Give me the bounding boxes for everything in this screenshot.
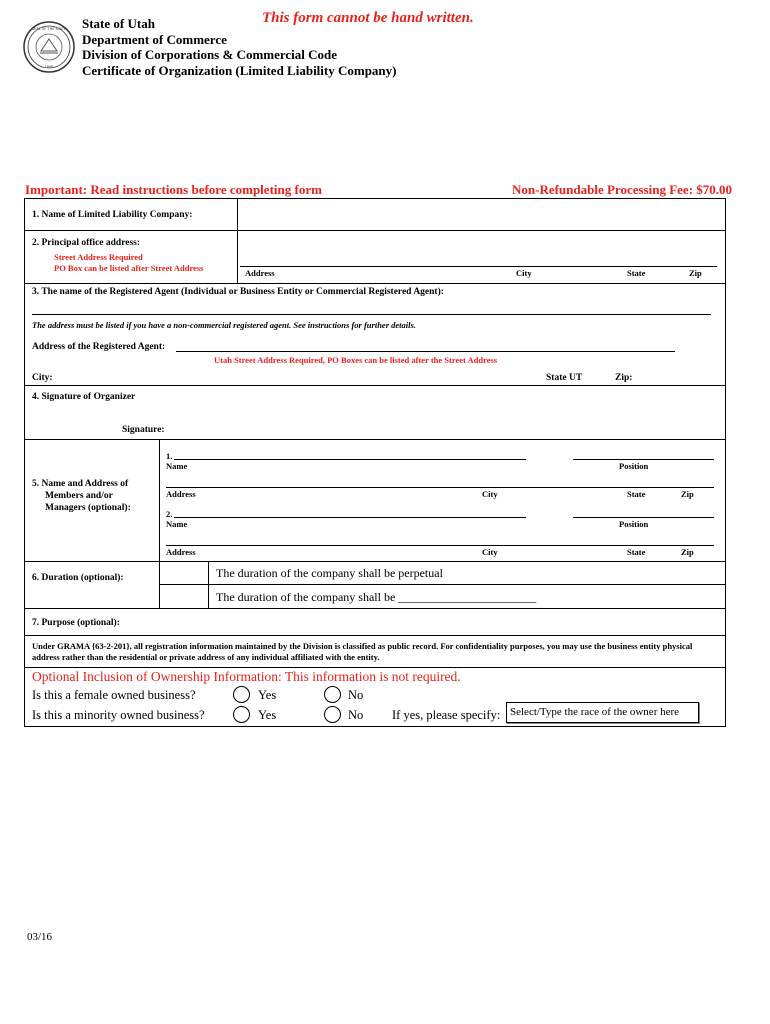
important-notice: Important: Read instructions before completing form (25, 182, 322, 197)
form-revision-date: 03/16 (27, 931, 53, 943)
member-name-caption: Name (166, 461, 188, 471)
member-city-caption: City (482, 489, 498, 499)
duration-perpetual-label: The duration of the company shall be perpetual (216, 566, 443, 580)
s3-zip-label: Zip: (615, 373, 633, 383)
s2-city-caption: City (516, 268, 532, 278)
header-line: Department of Commerce (82, 31, 227, 47)
s1-label: 1. Name of Limited Liability Company: (32, 210, 193, 220)
s4-signature-label: Signature: (122, 425, 165, 435)
s2-zip-caption: Zip (689, 268, 702, 278)
member1-position-field[interactable] (573, 446, 714, 459)
member-city-caption: City (482, 547, 498, 557)
member-address-caption: Address (166, 489, 196, 499)
llc-name-field[interactable] (239, 200, 724, 229)
female-yes-radio[interactable] (233, 686, 250, 703)
duration-perpetual-checkbox[interactable] (161, 563, 207, 583)
member-position-caption: Position (619, 519, 649, 529)
header-line: State of Utah (82, 16, 155, 31)
member1-name-field[interactable] (174, 446, 526, 459)
member-number: 1. (166, 451, 173, 461)
registered-agent-name-field[interactable] (32, 298, 711, 314)
female-no-label: No (348, 688, 364, 702)
s5-label-line: Managers (optional): (45, 503, 131, 513)
member-state-caption: State (627, 489, 646, 499)
member2-position-field[interactable] (573, 504, 714, 517)
s2-label: 2. Principal office address: (32, 238, 141, 248)
registered-agent-address-field[interactable] (176, 338, 675, 351)
s3-utah-note: Utah Street Address Required, PO Boxes can be listed after the Street Address (214, 355, 498, 365)
s2-state-caption: State (627, 268, 646, 278)
female-yes-label: Yes (258, 688, 277, 702)
processing-fee: Non-Refundable Processing Fee: $70.00 (512, 182, 733, 197)
specify-label: If yes, please specify: (392, 708, 501, 722)
s3-city-label: City: (32, 373, 53, 383)
minority-no-radio[interactable] (324, 706, 341, 723)
ownership-heading: Optional Inclusion of Ownership Information: This information is not required. (32, 669, 461, 684)
female-owned-question: Is this a female owned business? (32, 688, 196, 702)
female-no-radio[interactable] (324, 686, 341, 703)
registered-agent-city-field[interactable] (60, 370, 530, 384)
s5-label (32, 478, 131, 514)
member2-name-field[interactable] (174, 504, 526, 517)
minority-yes-radio[interactable] (233, 706, 250, 723)
duration-term-checkbox[interactable] (161, 586, 207, 607)
s2-address-caption: Address (245, 268, 275, 278)
member-zip-caption: Zip (681, 547, 694, 557)
minority-no-label: No (348, 708, 364, 722)
member-zip-caption: Zip (681, 489, 694, 499)
hand-written-notice: This form cannot be hand written. (262, 10, 474, 26)
purpose-field[interactable] (140, 612, 720, 632)
s5-label-line: Members and/or (45, 491, 113, 501)
member-position-caption: Position (619, 461, 649, 471)
s3-label: 3. The name of the Registered Agent (Individual or Business Entity or Commercial Registered Agent): (32, 287, 444, 297)
form-title: Certificate of Organization (Limited Liability Company) (82, 62, 397, 78)
registered-agent-zip-field[interactable] (637, 370, 722, 384)
s7-label: 7. Purpose (optional): (32, 618, 120, 628)
s3-address-label: Address of the Registered Agent: (32, 342, 166, 352)
state-seal-icon (23, 21, 75, 73)
s3-italic-note: The address must be listed if you have a non-commercial registered agent. See instructions for further details. (32, 320, 416, 330)
s3-state-label: State UT (546, 373, 583, 383)
member1-address-field[interactable] (166, 474, 714, 487)
s2-pobox-note: PO Box can be listed after Street Address (54, 263, 204, 273)
signature-field[interactable] (172, 418, 712, 436)
member2-address-field[interactable] (166, 532, 714, 545)
member-state-caption: State (627, 547, 646, 557)
minority-yes-label: Yes (258, 708, 277, 722)
grama-notice: Under GRAMA {63-2-201}, all registration information maintained by the Division is classified as public record. For confidentiality purposes, you may use the business entity physical address rather than the residential or private address of any individual affiliated with the entity. (32, 641, 693, 662)
svg-text:SEAL OF THE STATE: SEAL OF THE STATE (31, 27, 67, 31)
s2-street-note: Street Address Required (54, 252, 143, 262)
principal-address-field[interactable] (240, 236, 717, 266)
s6-label: 6. Duration (optional): (32, 573, 124, 583)
member-name-caption: Name (166, 519, 188, 529)
race-select-placeholder: Select/Type the race of the owner here (510, 706, 680, 718)
member-address-caption: Address (166, 547, 196, 557)
s5-label-line: 5. Name and Address of (32, 479, 129, 489)
duration-term-label: The duration of the company shall be _______________________ (216, 590, 537, 604)
header-line: Division of Corporations & Commercial Code (82, 47, 338, 62)
svg-text:1896: 1896 (44, 65, 54, 69)
minority-owned-question: Is this a minority owned business? (32, 708, 205, 722)
member-number: 2. (166, 509, 173, 519)
s4-label: 4. Signature of Organizer (32, 392, 136, 402)
